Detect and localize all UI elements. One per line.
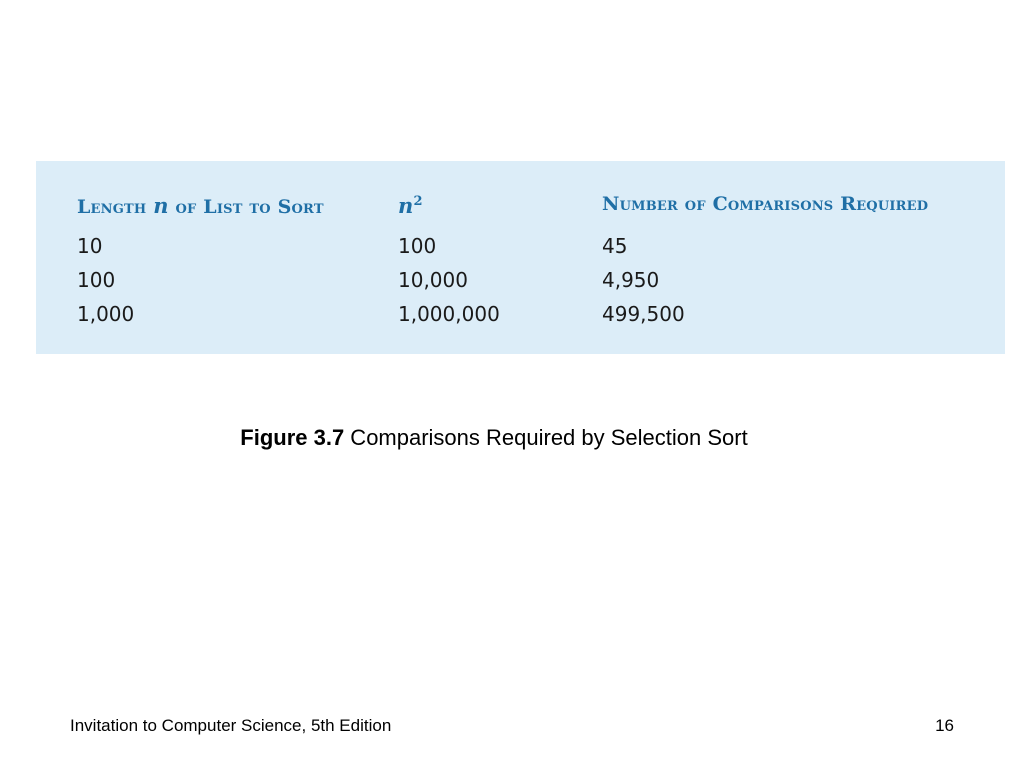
figure-label: Figure 3.7 bbox=[240, 425, 345, 450]
table-header-row bbox=[36, 193, 1005, 223]
cell-n-squared: 1,000,000 bbox=[398, 302, 500, 326]
header-list-length-var: n bbox=[153, 193, 169, 218]
cell-list-length: 10 bbox=[77, 234, 103, 258]
header-comparisons: Number of Comparisons Required bbox=[602, 193, 929, 215]
header-n-sup: 2 bbox=[413, 194, 423, 209]
figure-caption-text: Comparisons Required by Selection Sort bbox=[344, 425, 748, 450]
header-n-squared bbox=[398, 193, 423, 218]
cell-comparisons: 4,950 bbox=[602, 268, 660, 292]
footer-book-title: Invitation to Computer Science, 5th Edition bbox=[70, 716, 392, 735]
cell-comparisons: 45 bbox=[602, 234, 628, 258]
table-row bbox=[36, 302, 1005, 332]
comparisons-table bbox=[36, 161, 1005, 354]
cell-n-squared: 10,000 bbox=[398, 268, 468, 292]
page-number: 16 bbox=[935, 716, 954, 735]
table-row bbox=[36, 234, 1005, 264]
header-n-var: n bbox=[398, 193, 414, 218]
cell-n-squared: 100 bbox=[398, 234, 437, 258]
cell-list-length: 100 bbox=[77, 268, 116, 292]
header-list-length bbox=[77, 193, 324, 218]
cell-list-length: 1,000 bbox=[77, 302, 135, 326]
header-list-length-prefix: Length bbox=[77, 196, 154, 218]
table-row bbox=[36, 268, 1005, 298]
cell-comparisons: 499,500 bbox=[602, 302, 685, 326]
figure-caption bbox=[0, 425, 988, 451]
header-list-length-suffix: of List to Sort bbox=[168, 196, 324, 218]
